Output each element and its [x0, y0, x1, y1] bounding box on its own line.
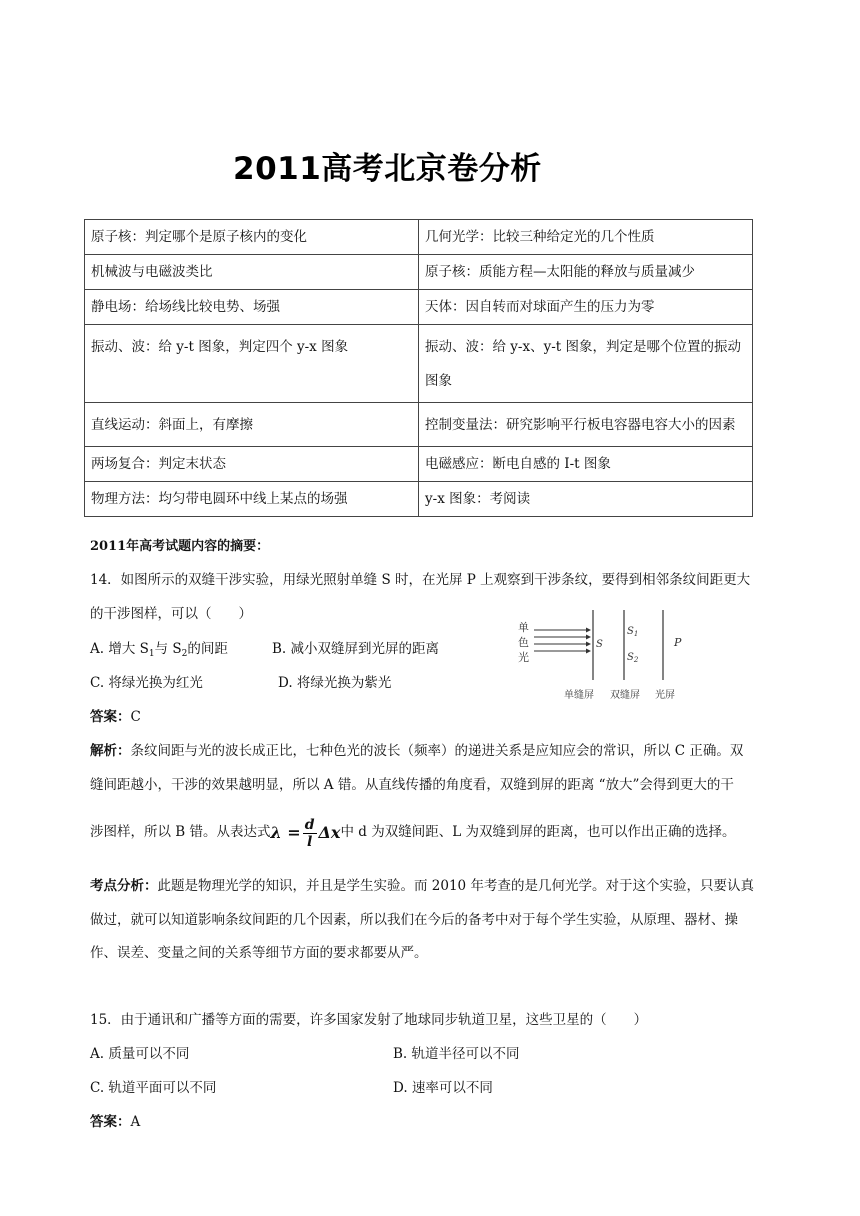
q15-option-a: A. 质量可以不同 — [90, 1046, 190, 1062]
q14-option-b: B. 减小双缝屏到光屏的距离 — [272, 641, 440, 657]
answer-label: 答案： — [90, 1114, 131, 1130]
table-row — [85, 403, 753, 447]
table-cell: 静电场：给场线比较电势、场强 — [85, 290, 419, 325]
q14-answer — [90, 708, 141, 726]
analysis-text-3-post: 中 d 为双缝间距、L 为双缝到屏的距离，也可以作出正确的选择。 — [340, 824, 736, 840]
table-cell: 控制变量法：研究影响平行板电容器电容大小的因素 — [419, 403, 753, 447]
table-cell: 电磁感应：断电自感的 I-t 图象 — [419, 447, 753, 482]
answer-label: 答案： — [90, 709, 131, 725]
analysis-label: 解析： — [90, 743, 131, 759]
table-row — [85, 482, 753, 517]
light-rays — [534, 630, 586, 651]
double-slit-screen-label: 双缝屏 — [610, 690, 640, 701]
option-a-post: 的间距 — [187, 641, 228, 657]
analysis-text-1: 条纹间距与光的波长成正比，七种色光的波长（频率）的递进关系是应知应会的常识，所以 C 正确。双 — [130, 743, 744, 759]
option-a-pre: A. 增大 S — [90, 641, 149, 657]
kaodian-label: 考点分析： — [90, 878, 158, 894]
slit-s2-label: $S_2$ — [627, 652, 639, 664]
table-row — [85, 220, 753, 255]
table-cell: 物理方法：均匀带电圆环中线上某点的场强 — [85, 482, 419, 517]
q14-analysis-line1 — [90, 742, 743, 760]
table-cell: y-x 图象：考阅读 — [419, 482, 753, 517]
q14-option-c: C. 将绿光换为红光 — [90, 675, 203, 691]
table-cell: 振动、波：给 y-t 图象，判定四个 y-x 图象 — [85, 325, 419, 403]
lambda-formula: λ = $\frac{d}{l}$ Δx — [270, 816, 341, 850]
subscript-1: 1 — [148, 649, 155, 659]
q15-option-d: D. 速率可以不同 — [393, 1080, 493, 1096]
table-cell: 几何光学：比较三种给定光的几个性质 — [419, 220, 753, 255]
light-label-1: 单 — [518, 621, 529, 634]
q14-kaodian-line3: 作、误差、变量之间的关系等细节方面的要求都要从严。 — [90, 945, 428, 961]
summary-heading: 2011年高考试题内容的摘要： — [90, 539, 270, 554]
answer-value: C — [130, 709, 141, 725]
q14-stem-line2: 的干涉图样，可以（ ） — [90, 606, 252, 622]
q15-answer — [90, 1113, 140, 1131]
kaodian-text-1: 此题是物理光学的知识，并且是学生实验。而 2010 年考查的是几何光学。对于这个实验，只要认真 — [157, 878, 754, 894]
light-label-2: 色 — [518, 636, 529, 649]
answer-value: A — [130, 1114, 141, 1130]
q14-stem-line1: 14．如图所示的双缝干涉实验，用绿光照射单缝 S 时，在光屏 P 上观察到干涉条纹，要得到相邻条纹间距更大 — [90, 572, 751, 588]
q14-analysis-line3 — [90, 812, 735, 853]
table-row — [85, 255, 753, 290]
screen-p-label: P — [674, 636, 682, 649]
q15-option-b: B. 轨道半径可以不同 — [393, 1046, 520, 1062]
q14-kaodian-line2: 做过，就可以知道影响条纹间距的几个因素，所以我们在今后的备考中对于每个学生实验，从原理、器材、操 — [90, 912, 738, 928]
option-a-mid: 与 S — [154, 641, 182, 657]
page-title: 2011高考北京卷分析 — [233, 151, 542, 187]
table-cell: 原子核：判定哪个是原子核内的变化 — [85, 220, 419, 255]
q14-analysis-line2: 缝间距越小，干涉的效果越明显，所以 A 错。从直线传播的角度看，双缝到屏的距离 “放大”会得到更大的干 — [90, 777, 734, 793]
subscript-2: 2 — [181, 649, 188, 659]
table-cell: 天体：因自转而对球面产生的压力为零 — [419, 290, 753, 325]
light-label-3: 光 — [518, 651, 529, 664]
table-cell: 机械波与电磁波类比 — [85, 255, 419, 290]
table-cell: 振动、波：给 y-x、y-t 图象，判定是哪个位置的振动图象 — [419, 325, 753, 403]
single-slit-screen-label: 单缝屏 — [564, 690, 594, 701]
topics-table — [84, 219, 753, 517]
table-cell: 原子核：质能方程—太阳能的释放与质量减少 — [419, 255, 753, 290]
q14-option-a — [90, 640, 228, 663]
table-cell: 直线运动：斜面上，有摩擦 — [85, 403, 419, 447]
q14-option-d: D. 将绿光换为紫光 — [278, 675, 392, 691]
table-row — [85, 290, 753, 325]
q14-kaodian-line1 — [90, 877, 754, 895]
table-cell: 两场复合：判定末状态 — [85, 447, 419, 482]
analysis-text-3-pre: 涉图样，所以 B 错。从表达式 — [90, 824, 271, 840]
table-row — [85, 447, 753, 482]
q15-option-c: C. 轨道平面可以不同 — [90, 1080, 217, 1096]
slit-s-label: S — [596, 639, 603, 650]
double-slit-diagram — [516, 608, 706, 703]
q15-stem: 15．由于通讯和广播等方面的需要，许多国家发射了地球同步轨道卫星，这些卫星的（ ） — [90, 1012, 648, 1028]
table-row — [85, 325, 753, 403]
slit-s1-label: $S_1$ — [627, 626, 639, 638]
light-screen-label: 光屏 — [655, 690, 675, 701]
